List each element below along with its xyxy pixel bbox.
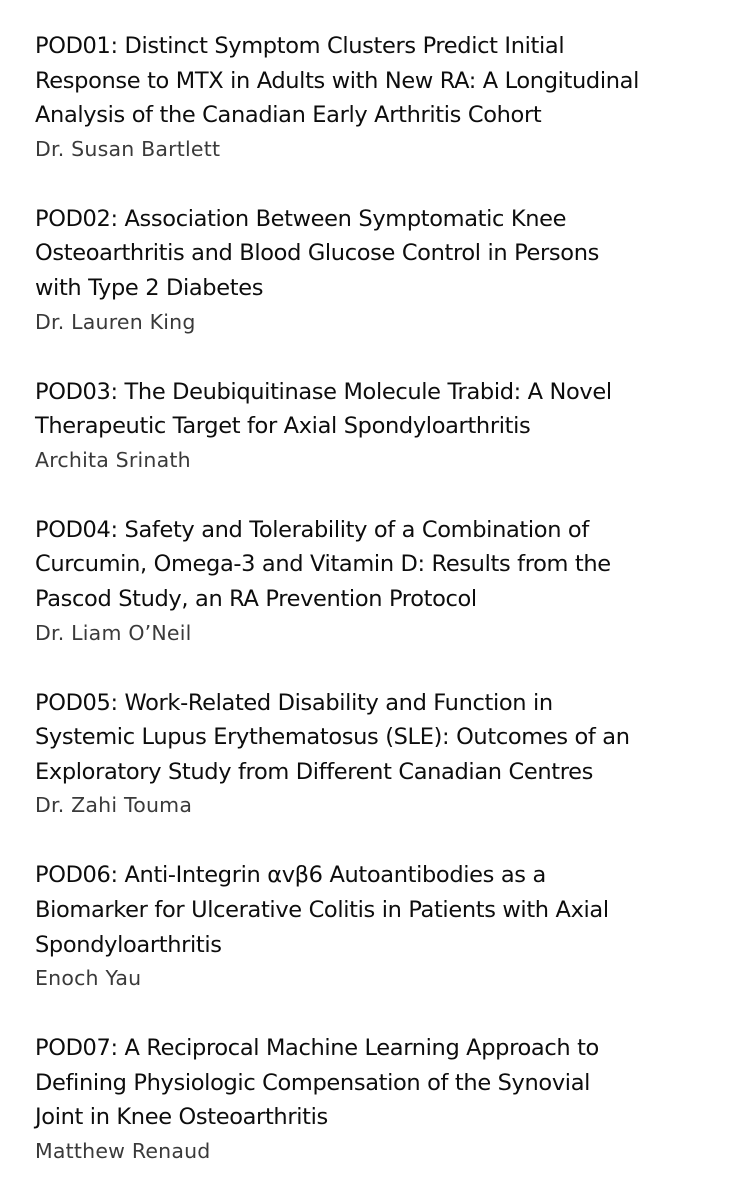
- title-line: Analysis of the Canadian Early Arthritis Cohort: [35, 102, 542, 129]
- presentation-item-pod03: [35, 375, 747, 477]
- presentation-title: [35, 858, 747, 962]
- title-line: POD01: Distinct Symptom Clusters Predict Initial: [35, 33, 565, 59]
- presentation-item-pod02: [35, 202, 747, 339]
- presentation-item-pod07: [35, 1031, 747, 1168]
- title-line: Therapeutic Target for Axial Spondyloarthritis: [35, 413, 531, 440]
- title-line: Osteoarthritis and Blood Glucose Control in Persons: [35, 240, 599, 267]
- presentation-title: [35, 686, 747, 790]
- title-line: POD05: Work-Related Disability and Function in: [35, 689, 553, 716]
- presenter-name: Dr. Zahi Touma: [35, 793, 193, 818]
- presentation-title: [35, 375, 747, 444]
- presentation-list: [35, 29, 747, 1168]
- title-line: Pascod Study, an RA Prevention Protocol: [35, 585, 477, 612]
- title-line: Curcumin, Omega-3 and Vitamin D: Results from the: [35, 551, 611, 578]
- title-line: Joint in Knee Osteoarthritis: [35, 1104, 328, 1131]
- presentation-item-pod01: [35, 29, 747, 166]
- title-line: Response to MTX in Adults with New RA: A Longitudinal: [35, 67, 640, 94]
- presenter-name: Dr. Lauren King: [35, 309, 196, 334]
- title-line: POD07: A Reciprocal Machine Learning Approach to: [35, 1035, 599, 1062]
- presentation-item-pod05: [35, 686, 747, 823]
- presenter-name: Matthew Renaud: [35, 1138, 211, 1163]
- presenter-name: Dr. Liam O’Neil: [35, 620, 192, 645]
- title-line: POD02: Association Between Symptomatic Knee: [35, 205, 567, 232]
- presentation-title: [35, 202, 747, 306]
- presentation-title: [35, 1031, 747, 1135]
- title-line: POD03: The Deubiquitinase Molecule Trabid: A Novel: [35, 378, 612, 405]
- presenter-name: Archita Srinath: [35, 447, 191, 472]
- presenter-name: Dr. Susan Bartlett: [35, 136, 221, 161]
- title-line: with Type 2 Diabetes: [35, 274, 264, 301]
- presenter-name: Enoch Yau: [35, 966, 142, 991]
- presentation-title: [35, 513, 747, 617]
- title-line: Defining Physiologic Compensation of the Synovial: [35, 1069, 591, 1096]
- presentation-item-pod04: [35, 513, 747, 650]
- title-line: Biomarker for Ulcerative Colitis in Patients with Axial: [35, 896, 609, 923]
- title-line: POD06: Anti-Integrin αvβ6 Autoantibodies as a: [35, 862, 546, 889]
- title-line: Systemic Lupus Erythematosus (SLE): Outcomes of an: [35, 724, 630, 751]
- presentation-title: [35, 29, 747, 133]
- title-line: Exploratory Study from Different Canadian Centres: [35, 758, 593, 785]
- presentation-item-pod06: [35, 858, 747, 995]
- title-line: POD04: Safety and Tolerability of a Combination of: [35, 516, 589, 543]
- title-line: Spondyloarthritis: [35, 931, 222, 958]
